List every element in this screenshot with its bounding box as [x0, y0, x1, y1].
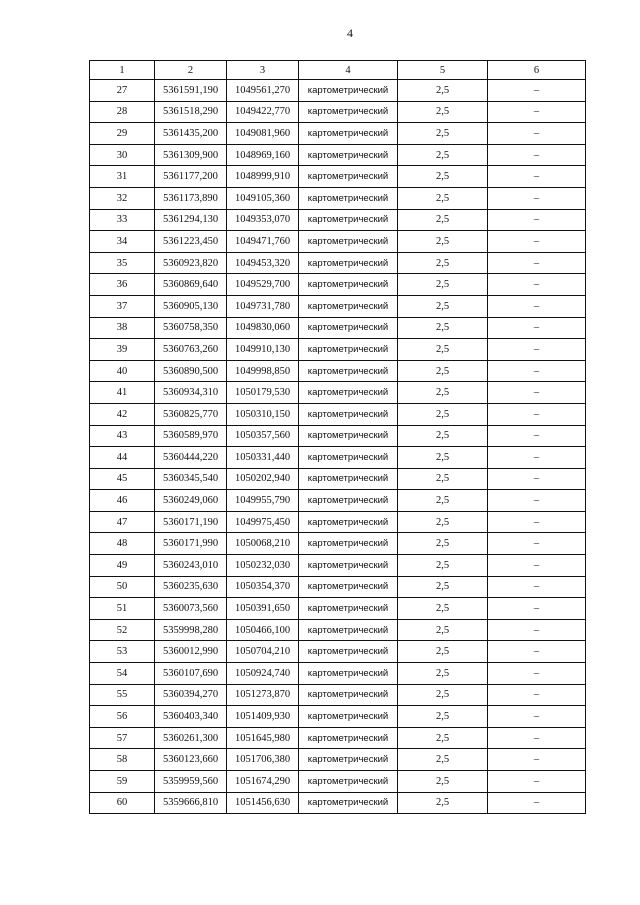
y-coordinate-cell: 1050354,370 [227, 576, 299, 598]
y-coordinate-cell: 1048969,160 [227, 144, 299, 166]
method-cell: картометрический [299, 663, 398, 685]
y-coordinate-cell: 1049561,270 [227, 80, 299, 102]
accuracy-cell: 2,5 [398, 166, 488, 188]
description-cell: – [488, 490, 586, 512]
y-coordinate-cell: 1051456,630 [227, 792, 299, 814]
x-coordinate-cell: 5359998,280 [155, 619, 227, 641]
y-coordinate-cell: 1048999,910 [227, 166, 299, 188]
x-coordinate-cell: 5360073,560 [155, 598, 227, 620]
y-coordinate-cell: 1050232,030 [227, 555, 299, 577]
x-coordinate-cell: 5360235,630 [155, 576, 227, 598]
point-number-cell: 39 [90, 339, 155, 361]
description-cell: – [488, 187, 586, 209]
accuracy-cell: 2,5 [398, 706, 488, 728]
point-number-cell: 60 [90, 792, 155, 814]
accuracy-cell: 2,5 [398, 576, 488, 598]
accuracy-cell: 2,5 [398, 403, 488, 425]
x-coordinate-cell: 5360243,010 [155, 555, 227, 577]
description-cell: – [488, 339, 586, 361]
x-coordinate-cell: 5361309,900 [155, 144, 227, 166]
method-cell: картометрический [299, 317, 398, 339]
y-coordinate-cell: 1051645,980 [227, 727, 299, 749]
table-row [90, 619, 586, 641]
x-coordinate-cell: 5360345,540 [155, 468, 227, 490]
table-row [90, 382, 586, 404]
x-coordinate-cell: 5360444,220 [155, 447, 227, 469]
method-cell: картометрический [299, 684, 398, 706]
accuracy-cell: 2,5 [398, 749, 488, 771]
x-coordinate-cell: 5361294,130 [155, 209, 227, 231]
method-cell: картометрический [299, 555, 398, 577]
y-coordinate-cell: 1051273,870 [227, 684, 299, 706]
y-coordinate-cell: 1049529,700 [227, 274, 299, 296]
table-row [90, 252, 586, 274]
table-row [90, 447, 586, 469]
header-cell-2: 2 [155, 61, 227, 80]
point-number-cell: 30 [90, 144, 155, 166]
point-number-cell: 58 [90, 749, 155, 771]
description-cell: – [488, 663, 586, 685]
method-cell: картометрический [299, 339, 398, 361]
description-cell: – [488, 317, 586, 339]
x-coordinate-cell: 5360171,190 [155, 511, 227, 533]
table-row [90, 101, 586, 123]
accuracy-cell: 2,5 [398, 468, 488, 490]
method-cell: картометрический [299, 792, 398, 814]
method-cell: картометрический [299, 360, 398, 382]
table-row [90, 641, 586, 663]
point-number-cell: 44 [90, 447, 155, 469]
point-number-cell: 49 [90, 555, 155, 577]
description-cell: – [488, 231, 586, 253]
table-row [90, 425, 586, 447]
x-coordinate-cell: 5361173,890 [155, 187, 227, 209]
description-cell: – [488, 144, 586, 166]
header-cell-4: 4 [299, 61, 398, 80]
point-number-cell: 51 [90, 598, 155, 620]
x-coordinate-cell: 5360890,500 [155, 360, 227, 382]
description-cell: – [488, 706, 586, 728]
x-coordinate-cell: 5360934,310 [155, 382, 227, 404]
accuracy-cell: 2,5 [398, 490, 488, 512]
method-cell: картометрический [299, 274, 398, 296]
description-cell: – [488, 749, 586, 771]
accuracy-cell: 2,5 [398, 317, 488, 339]
y-coordinate-cell: 1050068,210 [227, 533, 299, 555]
accuracy-cell: 2,5 [398, 274, 488, 296]
method-cell: картометрический [299, 576, 398, 598]
y-coordinate-cell: 1050179,530 [227, 382, 299, 404]
x-coordinate-cell: 5361518,290 [155, 101, 227, 123]
table-row [90, 555, 586, 577]
table-header-row [90, 61, 586, 80]
x-coordinate-cell: 5360763,260 [155, 339, 227, 361]
description-cell: – [488, 468, 586, 490]
table-row [90, 274, 586, 296]
description-cell: – [488, 382, 586, 404]
y-coordinate-cell: 1049910,130 [227, 339, 299, 361]
accuracy-cell: 2,5 [398, 295, 488, 317]
table-row [90, 231, 586, 253]
accuracy-cell: 2,5 [398, 425, 488, 447]
description-cell: – [488, 771, 586, 793]
method-cell: картометрический [299, 749, 398, 771]
point-number-cell: 46 [90, 490, 155, 512]
description-cell: – [488, 511, 586, 533]
accuracy-cell: 2,5 [398, 252, 488, 274]
table-row [90, 706, 586, 728]
y-coordinate-cell: 1050202,940 [227, 468, 299, 490]
x-coordinate-cell: 5360758,350 [155, 317, 227, 339]
y-coordinate-cell: 1051706,380 [227, 749, 299, 771]
accuracy-cell: 2,5 [398, 771, 488, 793]
point-number-cell: 43 [90, 425, 155, 447]
method-cell: картометрический [299, 425, 398, 447]
y-coordinate-cell: 1049453,320 [227, 252, 299, 274]
method-cell: картометрический [299, 166, 398, 188]
accuracy-cell: 2,5 [398, 619, 488, 641]
header-cell-5: 5 [398, 61, 488, 80]
x-coordinate-cell: 5360261,300 [155, 727, 227, 749]
y-coordinate-cell: 1049998,850 [227, 360, 299, 382]
method-cell: картометрический [299, 231, 398, 253]
point-number-cell: 59 [90, 771, 155, 793]
accuracy-cell: 2,5 [398, 80, 488, 102]
y-coordinate-cell: 1049731,780 [227, 295, 299, 317]
y-coordinate-cell: 1050391,650 [227, 598, 299, 620]
point-number-cell: 54 [90, 663, 155, 685]
description-cell: – [488, 641, 586, 663]
x-coordinate-cell: 5360249,060 [155, 490, 227, 512]
x-coordinate-cell: 5359666,810 [155, 792, 227, 814]
accuracy-cell: 2,5 [398, 101, 488, 123]
y-coordinate-cell: 1051409,930 [227, 706, 299, 728]
description-cell: – [488, 533, 586, 555]
y-coordinate-cell: 1050466,100 [227, 619, 299, 641]
table-row [90, 360, 586, 382]
y-coordinate-cell: 1049830,060 [227, 317, 299, 339]
method-cell: картометрический [299, 209, 398, 231]
point-number-cell: 40 [90, 360, 155, 382]
table-row [90, 187, 586, 209]
table-row [90, 771, 586, 793]
description-cell: – [488, 80, 586, 102]
method-cell: картометрический [299, 598, 398, 620]
method-cell: картометрический [299, 382, 398, 404]
x-coordinate-cell: 5360869,640 [155, 274, 227, 296]
table-row [90, 166, 586, 188]
y-coordinate-cell: 1049353,070 [227, 209, 299, 231]
point-number-cell: 56 [90, 706, 155, 728]
point-number-cell: 33 [90, 209, 155, 231]
point-number-cell: 28 [90, 101, 155, 123]
accuracy-cell: 2,5 [398, 360, 488, 382]
header-cell-1: 1 [90, 61, 155, 80]
x-coordinate-cell: 5360107,690 [155, 663, 227, 685]
x-coordinate-cell: 5360589,970 [155, 425, 227, 447]
x-coordinate-cell: 5359959,560 [155, 771, 227, 793]
accuracy-cell: 2,5 [398, 684, 488, 706]
point-number-cell: 47 [90, 511, 155, 533]
table-row [90, 749, 586, 771]
description-cell: – [488, 576, 586, 598]
description-cell: – [488, 209, 586, 231]
point-number-cell: 34 [90, 231, 155, 253]
description-cell: – [488, 425, 586, 447]
page-number: 4 [347, 26, 353, 40]
method-cell: картометрический [299, 252, 398, 274]
accuracy-cell: 2,5 [398, 144, 488, 166]
table-row [90, 209, 586, 231]
y-coordinate-cell: 1049105,360 [227, 187, 299, 209]
method-cell: картометрический [299, 144, 398, 166]
point-number-cell: 52 [90, 619, 155, 641]
x-coordinate-cell: 5360012,990 [155, 641, 227, 663]
description-cell: – [488, 101, 586, 123]
description-cell: – [488, 792, 586, 814]
header-cell-3: 3 [227, 61, 299, 80]
point-number-cell: 41 [90, 382, 155, 404]
table-row [90, 339, 586, 361]
description-cell: – [488, 619, 586, 641]
accuracy-cell: 2,5 [398, 231, 488, 253]
table-row [90, 598, 586, 620]
y-coordinate-cell: 1049975,450 [227, 511, 299, 533]
point-number-cell: 38 [90, 317, 155, 339]
x-coordinate-cell: 5361223,450 [155, 231, 227, 253]
point-number-cell: 27 [90, 80, 155, 102]
accuracy-cell: 2,5 [398, 187, 488, 209]
point-number-cell: 32 [90, 187, 155, 209]
point-number-cell: 48 [90, 533, 155, 555]
method-cell: картометрический [299, 490, 398, 512]
point-number-cell: 42 [90, 403, 155, 425]
method-cell: картометрический [299, 511, 398, 533]
method-cell: картометрический [299, 706, 398, 728]
method-cell: картометрический [299, 727, 398, 749]
method-cell: картометрический [299, 641, 398, 663]
y-coordinate-cell: 1049471,760 [227, 231, 299, 253]
method-cell: картометрический [299, 101, 398, 123]
description-cell: – [488, 274, 586, 296]
table-row [90, 684, 586, 706]
method-cell: картометрический [299, 80, 398, 102]
x-coordinate-cell: 5360825,770 [155, 403, 227, 425]
y-coordinate-cell: 1050924,740 [227, 663, 299, 685]
x-coordinate-cell: 5360171,990 [155, 533, 227, 555]
accuracy-cell: 2,5 [398, 792, 488, 814]
description-cell: – [488, 360, 586, 382]
table-row [90, 317, 586, 339]
point-number-cell: 29 [90, 123, 155, 145]
accuracy-cell: 2,5 [398, 663, 488, 685]
method-cell: картометрический [299, 533, 398, 555]
point-number-cell: 57 [90, 727, 155, 749]
x-coordinate-cell: 5360923,820 [155, 252, 227, 274]
table-row [90, 533, 586, 555]
description-cell: – [488, 252, 586, 274]
point-number-cell: 53 [90, 641, 155, 663]
coordinates-table [89, 60, 586, 814]
table-row [90, 511, 586, 533]
description-cell: – [488, 295, 586, 317]
table-row [90, 123, 586, 145]
method-cell: картометрический [299, 771, 398, 793]
description-cell: – [488, 447, 586, 469]
x-coordinate-cell: 5360403,340 [155, 706, 227, 728]
description-cell: – [488, 555, 586, 577]
point-number-cell: 50 [90, 576, 155, 598]
accuracy-cell: 2,5 [398, 123, 488, 145]
y-coordinate-cell: 1050704,210 [227, 641, 299, 663]
method-cell: картометрический [299, 295, 398, 317]
table-row [90, 403, 586, 425]
y-coordinate-cell: 1050310,150 [227, 403, 299, 425]
y-coordinate-cell: 1049081,960 [227, 123, 299, 145]
table-row [90, 295, 586, 317]
y-coordinate-cell: 1049955,790 [227, 490, 299, 512]
method-cell: картометрический [299, 447, 398, 469]
table-row [90, 490, 586, 512]
header-cell-6: 6 [488, 61, 586, 80]
table-row [90, 576, 586, 598]
table-body [90, 80, 586, 814]
accuracy-cell: 2,5 [398, 555, 488, 577]
y-coordinate-cell: 1049422,770 [227, 101, 299, 123]
x-coordinate-cell: 5360394,270 [155, 684, 227, 706]
point-number-cell: 45 [90, 468, 155, 490]
table-row [90, 468, 586, 490]
table-row [90, 144, 586, 166]
method-cell: картометрический [299, 468, 398, 490]
x-coordinate-cell: 5361591,190 [155, 80, 227, 102]
y-coordinate-cell: 1050357,560 [227, 425, 299, 447]
x-coordinate-cell: 5360123,660 [155, 749, 227, 771]
method-cell: картометрический [299, 123, 398, 145]
accuracy-cell: 2,5 [398, 447, 488, 469]
accuracy-cell: 2,5 [398, 533, 488, 555]
x-coordinate-cell: 5360905,130 [155, 295, 227, 317]
description-cell: – [488, 727, 586, 749]
y-coordinate-cell: 1050331,440 [227, 447, 299, 469]
point-number-cell: 31 [90, 166, 155, 188]
table-row [90, 663, 586, 685]
point-number-cell: 36 [90, 274, 155, 296]
accuracy-cell: 2,5 [398, 209, 488, 231]
point-number-cell: 37 [90, 295, 155, 317]
accuracy-cell: 2,5 [398, 598, 488, 620]
y-coordinate-cell: 1051674,290 [227, 771, 299, 793]
method-cell: картометрический [299, 619, 398, 641]
point-number-cell: 35 [90, 252, 155, 274]
accuracy-cell: 2,5 [398, 641, 488, 663]
description-cell: – [488, 684, 586, 706]
x-coordinate-cell: 5361177,200 [155, 166, 227, 188]
x-coordinate-cell: 5361435,200 [155, 123, 227, 145]
description-cell: – [488, 403, 586, 425]
table-row [90, 792, 586, 814]
method-cell: картометрический [299, 403, 398, 425]
description-cell: – [488, 123, 586, 145]
accuracy-cell: 2,5 [398, 382, 488, 404]
description-cell: – [488, 598, 586, 620]
accuracy-cell: 2,5 [398, 727, 488, 749]
method-cell: картометрический [299, 187, 398, 209]
table-row [90, 727, 586, 749]
accuracy-cell: 2,5 [398, 511, 488, 533]
description-cell: – [488, 166, 586, 188]
accuracy-cell: 2,5 [398, 339, 488, 361]
point-number-cell: 55 [90, 684, 155, 706]
table-row [90, 80, 586, 102]
